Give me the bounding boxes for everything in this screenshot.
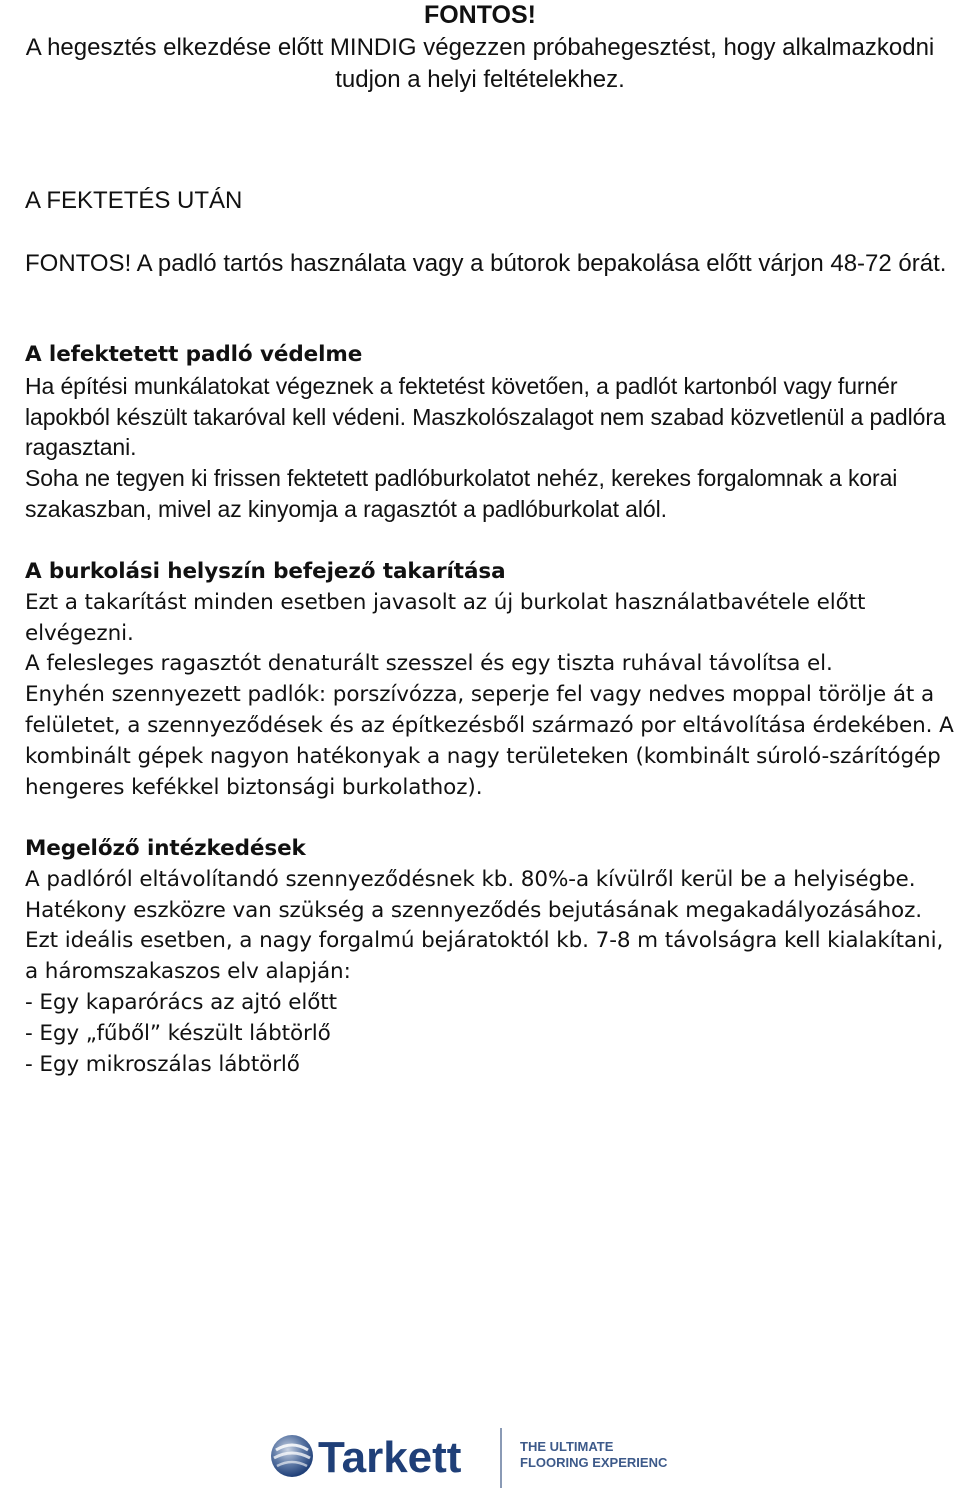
- prevention-list-item: - Egy mikroszálas lábtörlő: [25, 1051, 300, 1077]
- prevention-list-item: - Egy „fűből” készült lábtörlő: [25, 1020, 331, 1046]
- prevention-heading: Megelőző intézkedések: [25, 836, 306, 861]
- protection-paragraph-2: Soha ne tegyen ki frissen fektetett padlóburkolatot nehéz, kerekes forgalomnak a korai szakaszban, mivel az kinyomja a ragasztót a padlóburkolat alól.: [25, 465, 898, 522]
- prevention-section: [25, 834, 960, 1080]
- protection-heading: A lefektetett padló védelme: [25, 342, 363, 367]
- notice-text: A hegesztés elkezdése előtt MINDIG végezzen próbahegesztést, hogy alkalmazkodni tudjon a helyi feltételekhez.: [25, 34, 935, 93]
- after-laying-text: FONTOS! A padló tartós használata vagy a bútorok bepakolása előtt várjon 48-72 órát.: [25, 250, 947, 277]
- cleaning-paragraph-1: Ezt a takarítást minden esetben javasolt az új burkolat használatbavétele előtt elvégezni.: [25, 589, 866, 646]
- cleaning-paragraph-2: A felesleges ragasztót denaturált szesszel és egy tiszta ruhával távolítsa el.: [25, 651, 833, 677]
- after-laying-heading: A FEKTETÉS UTÁN: [25, 187, 243, 214]
- protection-paragraph-1: Ha építési munkálatokat végeznek a fektetést követően, a padlót kartonból vagy furnér lapokból készült takaróval kell védeni. Maszkolószalagot nem szabad közvetlenül a padlóra ragasztani.: [25, 372, 946, 461]
- cleaning-heading: A burkolási helyszín befejező takarítása: [25, 559, 506, 584]
- protection-section: [25, 340, 960, 525]
- tarkett-logo-graphic: [268, 1420, 668, 1495]
- tagline-line-2: FLOORING EXPERIENCE: [520, 1455, 668, 1470]
- cleaning-section: [25, 557, 960, 803]
- globe-icon: [271, 1435, 313, 1477]
- cleaning-paragraph-3: Enyhén szennyezett padlók: porszívózza, seperje fel vagy nedves moppal törölje át a felületet, a szennyeződések és az építkezésből származó por eltávolítása érdekében. A kombinált gépek nagyon hatékonyak a nagy területeken (kombinált súroló-szárítógép hengeres kefékkel biztonsági burkolathoz).: [25, 682, 954, 800]
- tagline-line-1: THE ULTIMATE: [520, 1439, 614, 1454]
- prevention-paragraph-2: Ezt ideális esetben, a nagy forgalmú bejáratoktól kb. 7-8 m távolságra kell kialakítani, a háromszakaszos elv alapján:: [25, 928, 944, 985]
- brand-name: Tarkett: [318, 1433, 462, 1482]
- prevention-paragraph-1: A padlóról eltávolítandó szennyeződésnek kb. 80%-a kívülről kerül be a helyiségbe. Hatékony eszközre van szükség a szennyeződés bejutásának megakadályozásához.: [25, 866, 922, 923]
- tarkett-logo: [268, 1420, 668, 1495]
- prevention-list-item: - Egy kaparórács az ajtó előtt: [25, 989, 337, 1015]
- notice-title: FONTOS!: [423, 1, 537, 29]
